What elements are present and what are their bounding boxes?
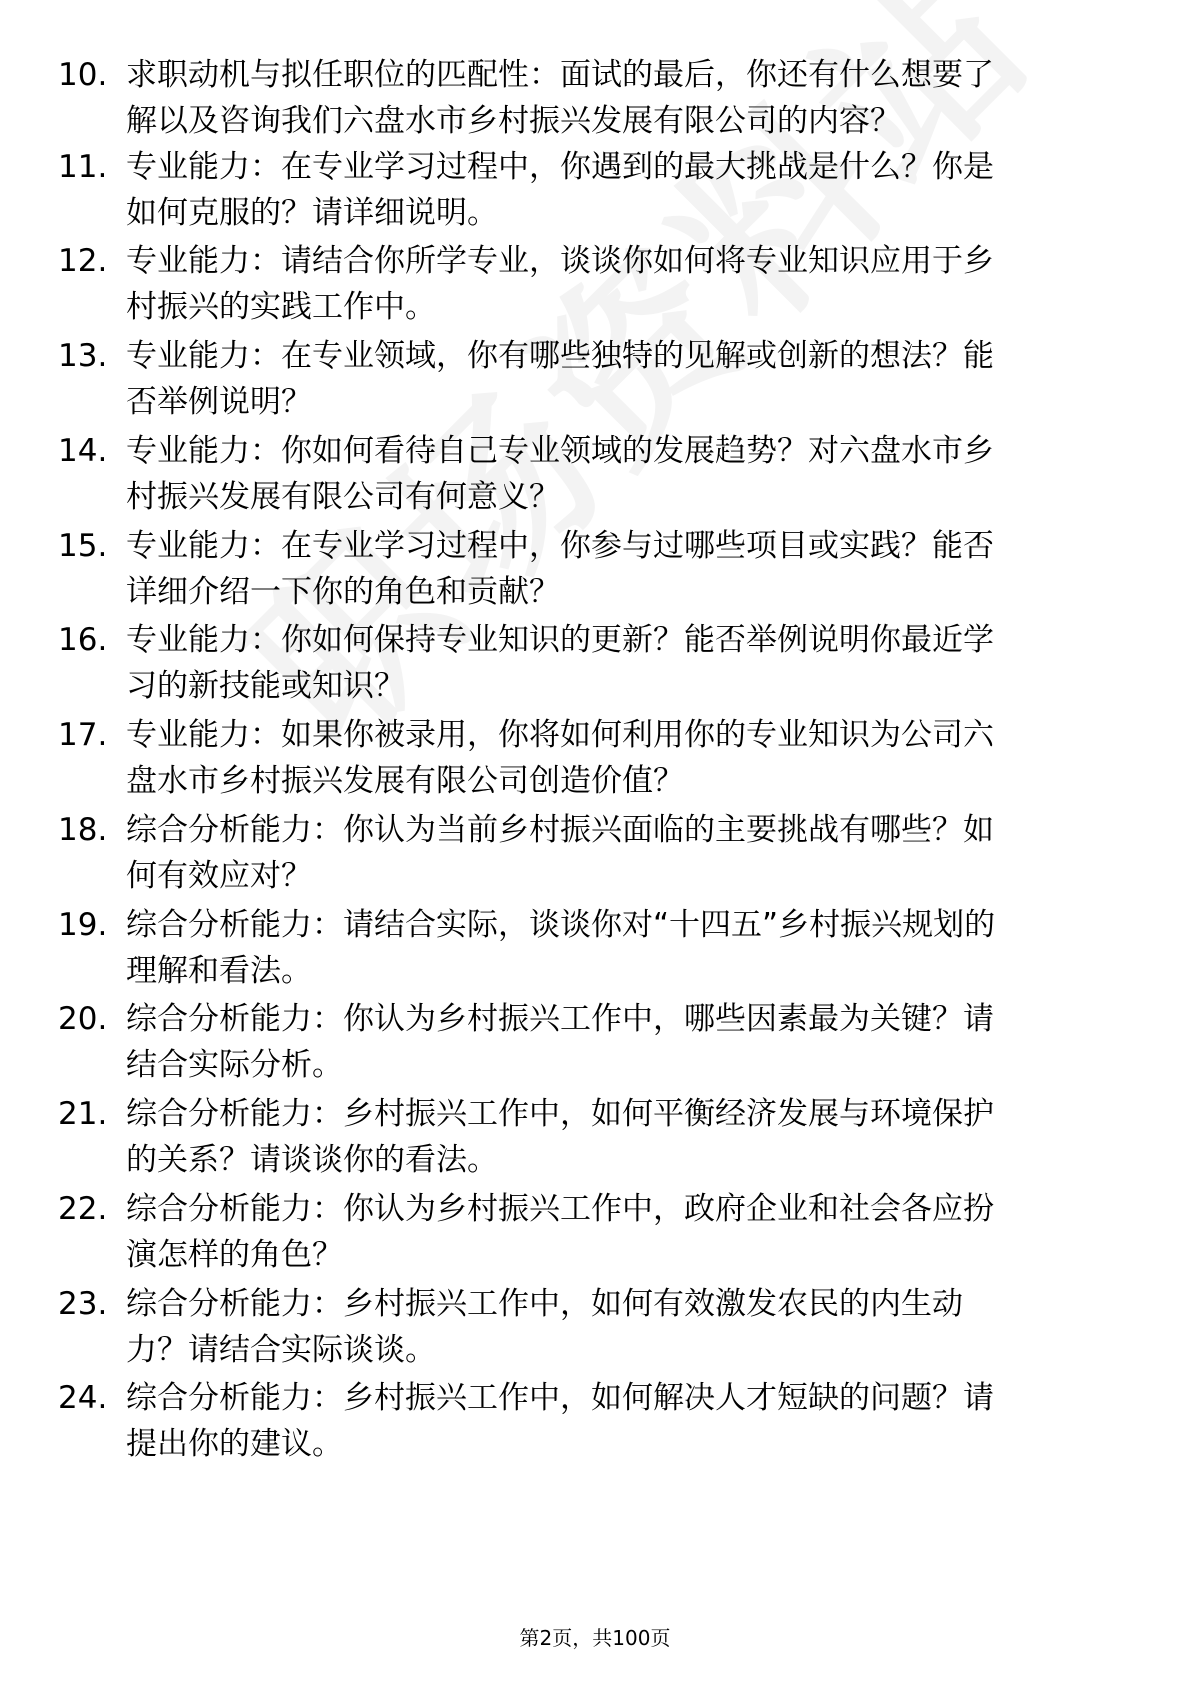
question-item [0, 428, 1190, 520]
question-text [126, 1375, 1126, 1467]
question-line: 专业能力：在专业学习过程中，你遇到的最大挑战是什么？你是 [126, 149, 994, 185]
question-item [0, 1281, 1190, 1373]
page-footer [0, 1624, 1190, 1652]
question-item [0, 333, 1190, 425]
question-text [126, 1186, 1126, 1278]
question-line: 专业能力：请结合你所学专业，谈谈你如何将专业知识应用于乡 [126, 243, 994, 279]
question-text [126, 523, 1126, 615]
question-number: 15. [58, 528, 108, 564]
question-line: 专业能力：在专业领域，你有哪些独特的见解或创新的想法？能 [126, 338, 994, 374]
question-line: 综合分析能力：你认为乡村振兴工作中，政府企业和社会各应扮 [126, 1191, 994, 1227]
question-number: 11. [58, 149, 108, 185]
question-text [126, 144, 1126, 236]
question-item [0, 1375, 1190, 1467]
question-line: 综合分析能力：乡村振兴工作中，如何平衡经济发展与环境保护 [126, 1096, 994, 1132]
question-text [126, 902, 1126, 994]
question-line: 结合实际分析。 [126, 1047, 343, 1083]
question-number: 21. [58, 1096, 108, 1132]
question-text [126, 996, 1126, 1088]
question-number: 13. [58, 338, 108, 374]
question-number: 18. [58, 812, 108, 848]
question-number: 12. [58, 243, 108, 279]
question-number: 24. [58, 1380, 108, 1416]
question-line: 的关系？请谈谈你的看法。 [126, 1142, 498, 1178]
question-line: 如何克服的？请详细说明。 [126, 195, 498, 231]
question-line: 综合分析能力：请结合实际，谈谈你对“十四五”乡村振兴规划的 [126, 907, 996, 943]
question-line: 否举例说明？ [126, 384, 312, 420]
question-item [0, 238, 1190, 330]
question-line: 力？请结合实际谈谈。 [126, 1332, 436, 1368]
question-text [126, 52, 1126, 144]
question-text [126, 807, 1126, 899]
question-text [126, 1281, 1126, 1373]
question-item [0, 1186, 1190, 1278]
question-item [0, 712, 1190, 804]
question-text [126, 712, 1126, 804]
question-number: 16. [58, 622, 108, 658]
question-line: 理解和看法。 [126, 953, 312, 989]
question-line: 专业能力：你如何保持专业知识的更新？能否举例说明你最近学 [126, 622, 994, 658]
question-line: 综合分析能力：乡村振兴工作中，如何解决人才短缺的问题？请 [126, 1380, 994, 1416]
question-line: 习的新技能或知识？ [126, 668, 405, 704]
question-number: 20. [58, 1001, 108, 1037]
question-line: 求职动机与拟任职位的匹配性：面试的最后，你还有什么想要了 [126, 57, 994, 93]
question-text [126, 1091, 1126, 1183]
question-item [0, 902, 1190, 994]
question-line: 综合分析能力：你认为乡村振兴工作中，哪些因素最为关键？请 [126, 1001, 994, 1037]
question-line: 专业能力：在专业学习过程中，你参与过哪些项目或实践？能否 [126, 528, 994, 564]
question-line: 综合分析能力：乡村振兴工作中，如何有效激发农民的内生动 [126, 1286, 963, 1322]
question-item [0, 807, 1190, 899]
question-line: 何有效应对？ [126, 858, 312, 894]
question-text [126, 617, 1126, 709]
question-item [0, 523, 1190, 615]
question-number: 23. [58, 1286, 108, 1322]
question-line: 村振兴发展有限公司有何意义？ [126, 479, 560, 515]
question-line: 专业能力：你如何看待自己专业领域的发展趋势？对六盘水市乡 [126, 433, 994, 469]
question-item [0, 617, 1190, 709]
question-line: 专业能力：如果你被录用，你将如何利用你的专业知识为公司六 [126, 717, 994, 753]
question-item [0, 52, 1190, 144]
page-number: 第2页，共100页 [519, 1626, 671, 1650]
question-number: 22. [58, 1191, 108, 1227]
question-number: 19. [58, 907, 108, 943]
question-line: 解以及咨询我们六盘水市乡村振兴发展有限公司的内容？ [126, 103, 901, 139]
question-number: 17. [58, 717, 108, 753]
question-item [0, 1091, 1190, 1183]
question-line: 综合分析能力：你认为当前乡村振兴面临的主要挑战有哪些？如 [126, 812, 994, 848]
question-line: 演怎样的角色？ [126, 1237, 343, 1273]
question-number: 14. [58, 433, 108, 469]
question-line: 详细介绍一下你的角色和贡献？ [126, 574, 560, 610]
question-number: 10. [58, 57, 108, 93]
question-line: 提出你的建议。 [126, 1426, 343, 1462]
question-line: 村振兴的实践工作中。 [126, 289, 436, 325]
question-text [126, 428, 1126, 520]
question-text [126, 238, 1126, 330]
question-item [0, 996, 1190, 1088]
question-item [0, 144, 1190, 236]
question-line: 盘水市乡村振兴发展有限公司创造价值？ [126, 763, 684, 799]
question-text [126, 333, 1126, 425]
